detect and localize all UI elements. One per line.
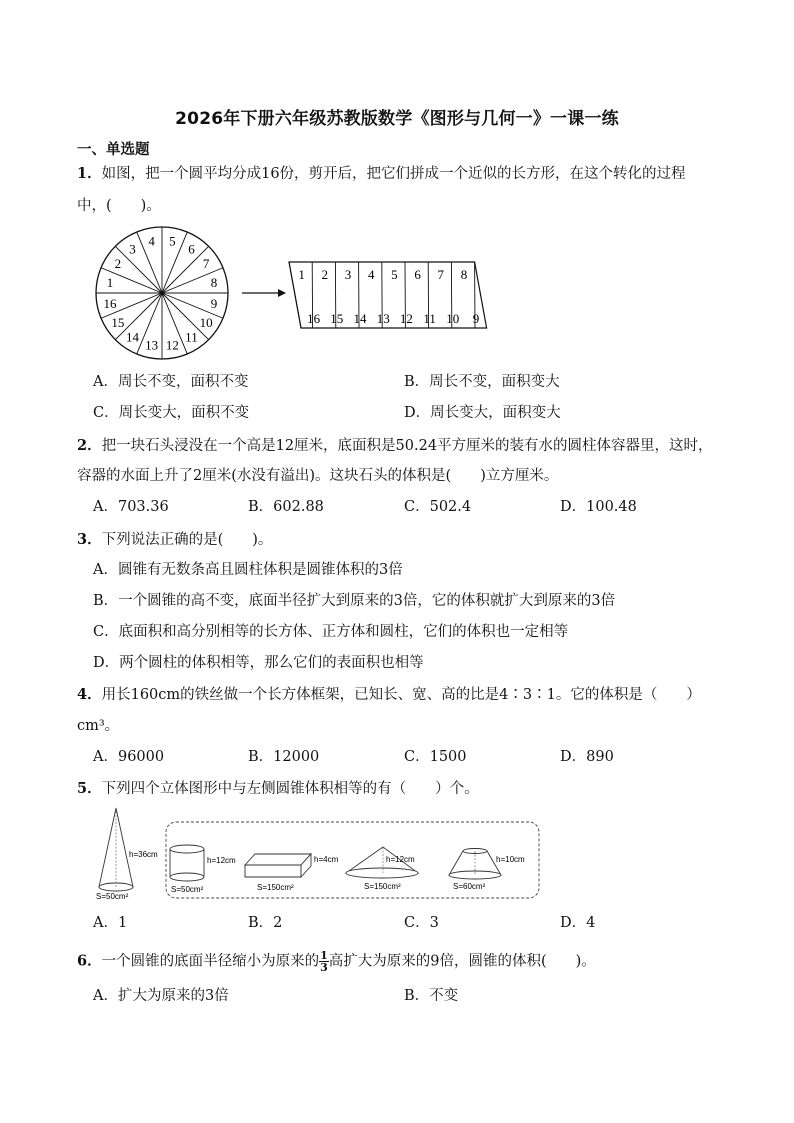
rectangle-top-slice-label: 7 [437,267,445,282]
question-2-text: 把一块石头浸没在一个高是12厘米，底面积是50.24平方厘米的装有水的圆柱体容器里，这时， [101,438,713,454]
question-5-text: 下列四个立体图形中与左侧圆锥体积相等的有（ ）个。 [101,781,479,797]
question-1-number: 1． [77,165,102,182]
question-4-line-2: cm³。 [77,718,120,734]
circle-slice-label: 8 [210,275,218,291]
question-1-line-2: 中，( )。 [77,198,161,214]
question-4-option-a[interactable]: A．96000 [93,749,165,765]
rectangle-top-slice-label: 1 [298,267,305,282]
cylinder-base-label: S=50cm² [171,885,204,894]
question-1-option-d[interactable]: D．周长变大，面积变大 [404,405,561,421]
frustum-base-label: S=60cm² [453,882,486,891]
question-3-option-b[interactable]: B．一个圆锥的高不变，底面半径扩大到原来的3倍，它的体积就扩大到原来的3倍 [93,593,616,609]
question-5-option-d[interactable]: D．4 [560,915,596,931]
frustum-shape [449,849,525,892]
frustum-height-label: h=10cm [496,855,525,864]
rectangle-bottom-slice-label: 13 [376,311,390,326]
circle-slice-label: 12 [165,337,179,353]
fraction-denominator: 3 [320,961,328,974]
rectangle-bottom-slice-label: 10 [446,311,460,326]
circle-slice-label: 3 [129,241,136,257]
question-3-number: 3． [77,531,102,548]
circle-slice-label: 15 [111,314,125,330]
arrow-icon [242,289,286,297]
circle-slice-label: 5 [169,233,176,249]
circle-slice-label: 16 [103,295,117,311]
question-6-option-b[interactable]: B．不变 [404,988,459,1004]
rectangle-bottom-slice-label: 15 [330,311,344,326]
question-3-option-c[interactable]: C．底面积和高分别相等的长方体、正方体和圆柱，它们的体积也一定相等 [93,624,569,640]
question-6-text-part-2: 高扩大为原来的9倍，圆锥的体积( )。 [328,953,596,970]
question-5-option-c[interactable]: C．3 [404,915,439,931]
question-5-option-a[interactable]: A．1 [93,915,128,931]
question-5-option-b[interactable]: B．2 [248,915,283,931]
circle-slice-label: 14 [126,329,140,345]
circle-slice-label: 10 [199,314,213,330]
question-3-option-d[interactable]: D．两个圆柱的体积相等，那么它们的表面积也相等 [93,655,424,671]
rearranged-rectangle [289,262,487,328]
rectangle-bottom-slice-label: 14 [353,311,367,326]
circle-slice-label: 1 [106,275,114,291]
question-1-option-a[interactable]: A．周长不变，面积不变 [93,374,249,390]
question-1-option-c[interactable]: C．周长变大，面积不变 [93,405,250,421]
reference-cone [96,808,158,901]
rectangle-bottom-slice-label: 12 [399,311,413,326]
question-3-option-a[interactable]: A．圆锥有无数条高且圆柱体积是圆锥体积的3倍 [93,562,403,578]
question-2-line-1 [77,436,713,456]
circle-slice-label: 4 [148,233,155,249]
rectangle-bottom-slice-label: 16 [307,311,321,326]
cuboid-base-label: S=150cm² [257,883,294,892]
fraction-numerator: 1 [320,949,328,962]
rectangle-top-slice-label: 2 [321,267,329,282]
question-1-text: 如图，把一个圆平均分成16份，剪开后，把它们拼成一个近似的长方形，在这个转化的过程 [101,166,686,182]
cone-height-label: h=36cm [129,850,158,859]
rectangle-top-slice-label: 6 [414,267,421,282]
question-5-number: 5． [77,780,102,797]
question-6-number: 6． [77,952,102,970]
circle-slice-label: 7 [202,256,210,272]
sliced-circle [96,227,228,359]
question-3-line-1 [77,530,272,550]
cuboid-shape [245,854,339,892]
question-2-option-a[interactable]: A．703.36 [93,499,169,515]
question-5-line-1 [77,779,479,799]
one-third-fraction [319,950,329,973]
rectangle-top-slice-label: 8 [460,267,468,282]
cone-base-label: S=50cm² [96,892,129,901]
question-4-text: 用长160cm的铁丝做一个长方体框架，已知长、宽、高的比是4∶3∶1。它的体积是（ ） [101,687,701,703]
wide-cone-shape [346,847,418,891]
rectangle-top-slice-label: 3 [344,267,352,282]
circle-slice-label: 13 [145,337,159,353]
rectangle-top-slice-label: 5 [391,267,398,282]
question-2-line-2: 容器的水面上升了2厘米(水没有溢出)。这块石头的体积是( )立方厘米。 [77,468,559,484]
circle-slice-label: 6 [188,241,195,257]
wide-cone-base-label: S=150cm² [364,882,401,891]
cuboid-height-label: h=4cm [314,855,339,864]
question-1-figure [90,222,520,362]
rectangle-top-slice-label: 4 [367,267,375,282]
rectangle-bottom-slice-label: 9 [472,311,480,326]
cylinder-shape [170,845,236,894]
question-4-number: 4． [77,686,102,703]
circle-slice-label: 11 [185,329,198,345]
question-1-line-1 [77,164,686,184]
question-4-option-d[interactable]: D．890 [560,749,614,765]
page-title: 2026年下册六年级苏教版数学《图形与几何一》一课一练 [175,109,619,129]
section-heading: 一、单选题 [77,142,150,158]
question-2-option-d[interactable]: D．100.48 [560,499,637,515]
question-1-option-b[interactable]: B．周长不变，面积变大 [404,374,560,390]
wide-cone-height-label: h=12cm [386,855,415,864]
rectangle-bottom-slice-label: 11 [423,311,436,326]
question-2-option-c[interactable]: C．502.4 [404,499,472,515]
cylinder-height-label: h=12cm [207,856,236,865]
question-2-option-b[interactable]: B．602.88 [248,499,324,515]
question-4-line-1 [77,685,701,705]
circle-slice-label: 2 [114,256,122,272]
question-6-text-part-1: 一个圆锥的底面半径缩小为原来的 [101,953,320,970]
question-5-figure [93,805,545,903]
question-6-line-1 [77,950,596,973]
question-4-option-c[interactable]: C．1500 [404,749,467,765]
question-4-option-b[interactable]: B．12000 [248,749,320,765]
circle-slice-label: 9 [210,295,218,311]
question-6-option-a[interactable]: A．扩大为原来的3倍 [93,988,229,1004]
question-2-number: 2． [77,437,102,454]
question-3-text: 下列说法正确的是( )。 [101,532,273,548]
